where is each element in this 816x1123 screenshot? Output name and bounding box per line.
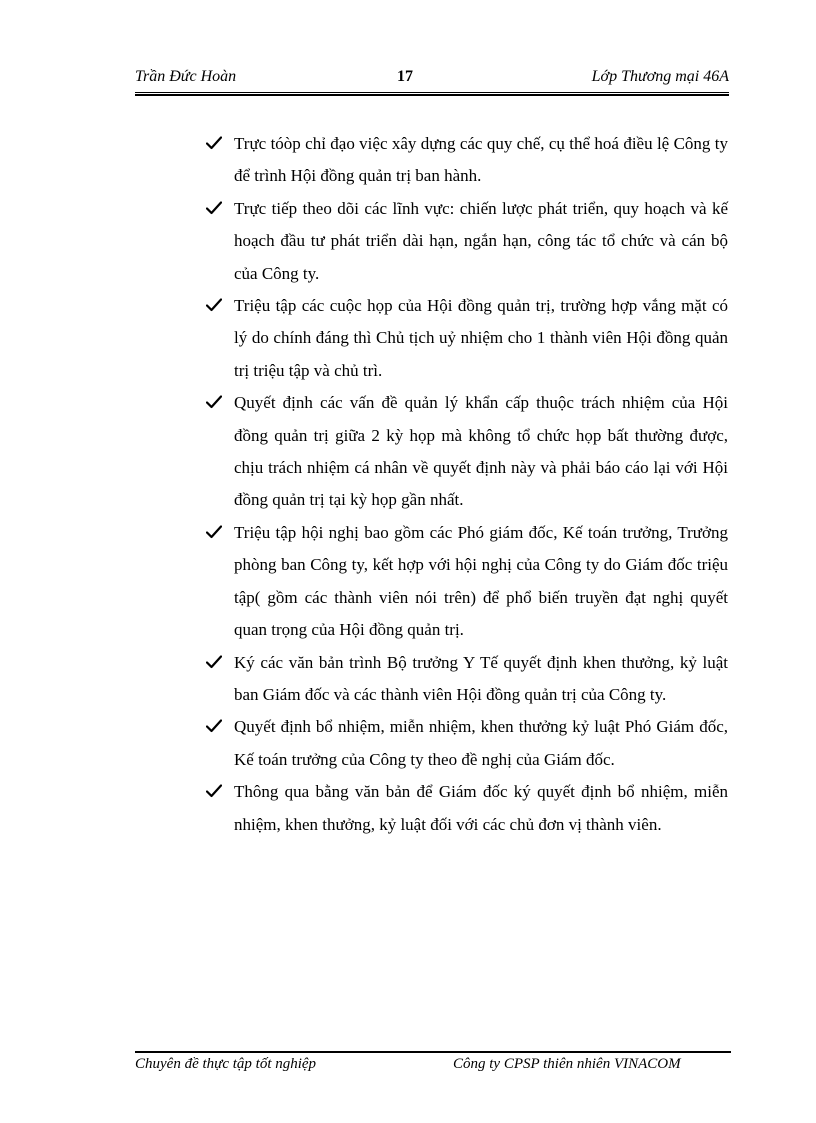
list-item — [206, 193, 728, 290]
list-item-text: Thông qua bằng văn bản để Giám đốc ký quyết định bổ nhiệm, miễn nhiệm, khen thưởng, kỷ luật đối với các chủ đơn vị thành viên. — [234, 782, 728, 834]
checkmark-icon — [206, 387, 226, 419]
list-item — [206, 517, 728, 647]
list-item-text: Triệu tập hội nghị bao gồm các Phó giám đốc, Kế toán trưởng, Trưởng phòng ban Công ty, kết hợp với hội nghị của Công ty do Giám đốc triệu tập( gồm các thành viên nói trên) để phổ biến truyền đạt nghị quyết quan trọng của Hội đồng quản trị. — [234, 522, 728, 640]
list-item — [206, 776, 728, 841]
footer-divider — [135, 1051, 731, 1053]
list-item-text: Ký các văn bản trình Bộ trưởng Y Tế quyết định khen thưởng, kỷ luật ban Giám đốc và các thành viên Hội đồng quản trị của Công ty. — [234, 652, 728, 704]
footer-company-name: Công ty CPSP thiên nhiên VINACOM — [453, 1056, 681, 1072]
header-divider — [135, 92, 729, 96]
checkmark-icon — [206, 128, 226, 160]
bullet-list — [206, 128, 728, 841]
list-item-text: Trực tóòp chỉ đạo việc xây dựng các quy chế, cụ thể hoá điều lệ Công ty để trình Hội đồng quản trị ban hành. — [234, 134, 728, 186]
list-item — [206, 128, 728, 193]
list-item — [206, 387, 728, 517]
checkmark-icon — [206, 193, 226, 225]
list-item — [206, 647, 728, 712]
checkmark-icon — [206, 647, 226, 679]
page-number: 17 — [397, 68, 413, 85]
footer-report-title: Chuyên đề thực tập tốt nghiệp — [135, 1056, 317, 1072]
header-class-name: Lớp Thương mại 46A — [591, 68, 729, 85]
checkmark-icon — [206, 711, 226, 743]
header-author: Trần Đức Hoàn — [135, 68, 237, 85]
list-item-text: Triệu tập các cuộc họp của Hội đồng quản trị, trường hợp vắng mặt có lý do chính đáng thì Chủ tịch uỷ nhiệm cho 1 thành viên Hội đồng quản trị triệu tập và chủ trì. — [234, 296, 728, 380]
list-item-text: Quyết định các vấn đề quản lý khẩn cấp thuộc trách nhiệm của Hội đồng quản trị giữa 2 kỳ họp mà không tổ chức họp bất thường được, chịu trách nhiệm cá nhân về quyết định này và phải báo cáo lại với Hội đồng quản trị tại kỳ họp gần nhất. — [234, 393, 728, 510]
checkmark-icon — [206, 290, 226, 322]
list-item-text: Trực tiếp theo dõi các lĩnh vực: chiến lược phát triển, quy hoạch và kế hoạch đầu tư phát triển dài hạn, ngắn hạn, công tác tổ chức và cán bộ của Công ty. — [234, 198, 728, 283]
page-header — [135, 66, 729, 92]
checkmark-icon — [206, 776, 226, 808]
list-item-text: Quyết định bổ nhiệm, miễn nhiệm, khen thưởng kỷ luật Phó Giám đốc, Kế toán trưởng của Công ty theo đề nghị của Giám đốc. — [234, 717, 728, 769]
list-item — [206, 711, 728, 776]
checkmark-icon — [206, 517, 226, 549]
list-item — [206, 290, 728, 387]
